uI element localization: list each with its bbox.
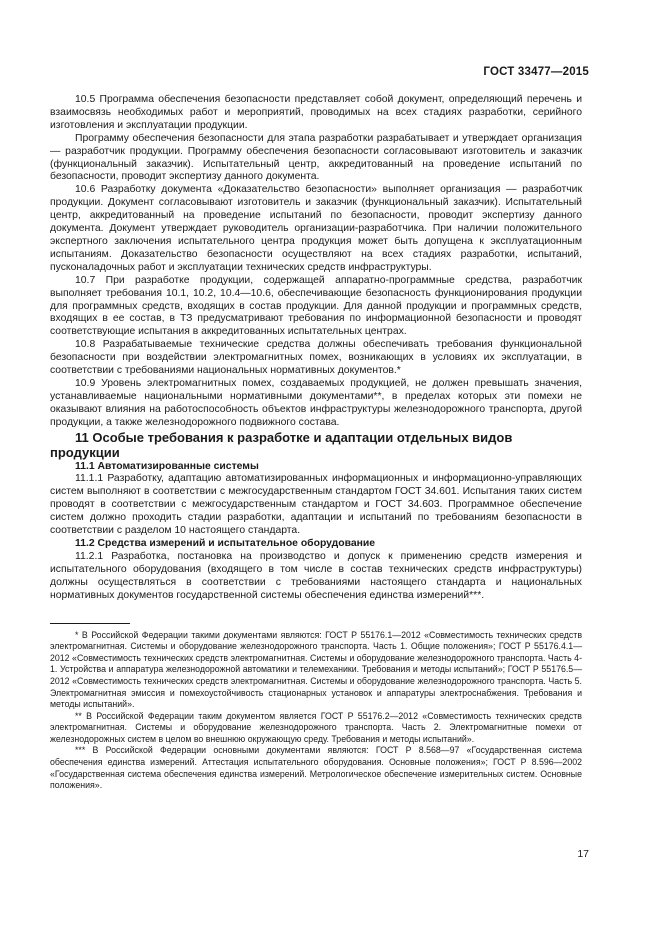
paragraph-10-5: 10.5 Программа обеспечения безопасности представляет собой документ, определяющий перечень и взаимосвязь необходимых работ и мероприятий, проводимых на всех стадиях разработки, серийного изготовления и эксплуатации продукции. <box>50 94 582 131</box>
subsection-11-1-heading: 11.1 Автоматизированные системы <box>75 460 259 472</box>
footnote-1: * В Российской Федерации такими документами являются: ГОСТ Р 55176.1—2012 «Совместимость технических средств электромагнитная. Системы и оборудование железнодорожного транспорта. Часть 1. Общие положения»; ГОСТ Р 55176.4.1—2012 «Совместимость технических средств электромагнитная. Системы и оборудование железнодорожного транспорта. Часть 4-1. Устройства и аппаратура железнодорожной автоматики и телемеханики. Требования и методы испытаний»; ГОСТ Р 55176.5—2012 «Совместимость технических средств электромагнитная. Системы и оборудование железнодорожного транспорта. Часть 5. Электромагнитная эмиссия и помехоустойчивость стационарных установок и аппаратуры электроснабжения. Требования и методы испытаний». <box>50 629 582 710</box>
paragraph-11-1-1: 11.1.1 Разработку, адаптацию автоматизированных информационных и информационно-управляющих систем выполняют в соответствии с межгосударственным стандартом ГОСТ 34.601. Испытания таких систем проводят в соответствии с межгосударственным стандартом и ГОСТ 34.603. Программное обеспечение систем должно проходить стадии разработки, адаптации и испытаний по требованиям безопасности в соответствии с разделом 10 настоящего стандарта. <box>50 473 582 537</box>
document-id-header: ГОСТ 33477—2015 <box>483 66 589 78</box>
page-content <box>50 94 582 792</box>
subsection-11-2-heading: 11.2 Средства измерений и испытательное оборудование <box>75 538 376 549</box>
footnote-2: ** В Российской Федерации таким документом является ГОСТ Р 55176.2—2012 «Совместимость технических средств электромагнитная. Системы и оборудование железнодорожного транспорта. Часть 2. Электромагнитные помехи от железнодорожных систем в целом во внешнюю окружающую среду. Требования и методы испытаний». <box>50 710 582 744</box>
paragraph-11-2-1: 11.2.1 Разработка, постановка на производство и допуск к применению средств измерения и испытательного оборудования (входящего в том числе в состав технических средств инфраструктуры) должны осуществляться в соответствии с требованиями настоящего стандарта и национальных нормативных документов государственной системы обеспечения единства измерений***. <box>50 550 582 601</box>
paragraph-10-7: 10.7 При разработке продукции, содержащей аппаратно-программные средства, разработчик выполняет требования 10.1, 10.2, 10.4—10.6, обеспечивающие безопасность функционирования продукции для программных средств, входящих в состав продукции. Для данной продукции и программных средств, входящих в ее состав, в ТЗ предусматривают требования по информационной безопасности и проводят соответствующие испытания в аккредитованных испытательных центрах. <box>50 274 582 338</box>
paragraph-10-5-continued: Программу обеспечения безопасности для этапа разработки разрабатывает и утверждает организация — разработчик продукции. Программу обеспечения безопасности согласовывают изготовитель и заказчик (функциональный заказчик). Испытательный центр, аккредитованный на проведение испытаний по безопасности, проводит экспертизу данного документа. <box>50 132 582 183</box>
footnotes <box>50 630 582 792</box>
paragraph-10-8: 10.8 Разрабатываемые технические средства должны обеспечивать требования функциональной безопасности при воздействии электромагнитных помех, возникающих в условиях их эксплуатации, в соответствии с требованиями национальных нормативных документов.* <box>50 339 582 377</box>
footnote-3: *** В Российской Федерации основными документами являются: ГОСТ Р 8.568—97 «Государственная система обеспечения единства измерений. Аттестация испытательного оборудования. Основные положения»; ГОСТ Р 8.596—2002 «Государственная система обеспечения единства измерений. Метрологическое обеспечение измерительных систем. Основные положения». <box>50 745 582 791</box>
paragraph-10-6: 10.6 Разработку документа «Доказательство безопасности» выполняет организация — разработчик продукции. Документ согласовывают изготовитель и заказчик (функциональный заказчик). Испытательный центр, аккредитованный на проведение испытаний по безопасности, проводит экспертизу данного документа. Документ утверждает руководитель организации-разработчика. При наличии положительного экспертного заключения испытательного центра продукция может быть допущена к эксплуатационным испытаниям. Доказательство безопасности осуществляют на всех стадиях разработки, испытаний, пусконаладочных работ и эксплуатации технических средств инфраструктуры. <box>50 184 582 273</box>
paragraph-10-9: 10.9 Уровень электромагнитных помех, создаваемых продукцией, не должен превышать значения, устанавливаемые национальными нормативными документами**, в пределах которых эти помехи не оказывают влияния на работоспособность объектов инфраструктуры железнодорожного транспорта, другой продукции, а также железнодорожного подвижного состава. <box>50 377 582 428</box>
footnote-divider <box>50 623 130 624</box>
page-number: 17 <box>577 848 589 860</box>
section-11-heading: 11 Особые требования к разработке и адаптации отдельных видов продукции <box>50 429 513 461</box>
